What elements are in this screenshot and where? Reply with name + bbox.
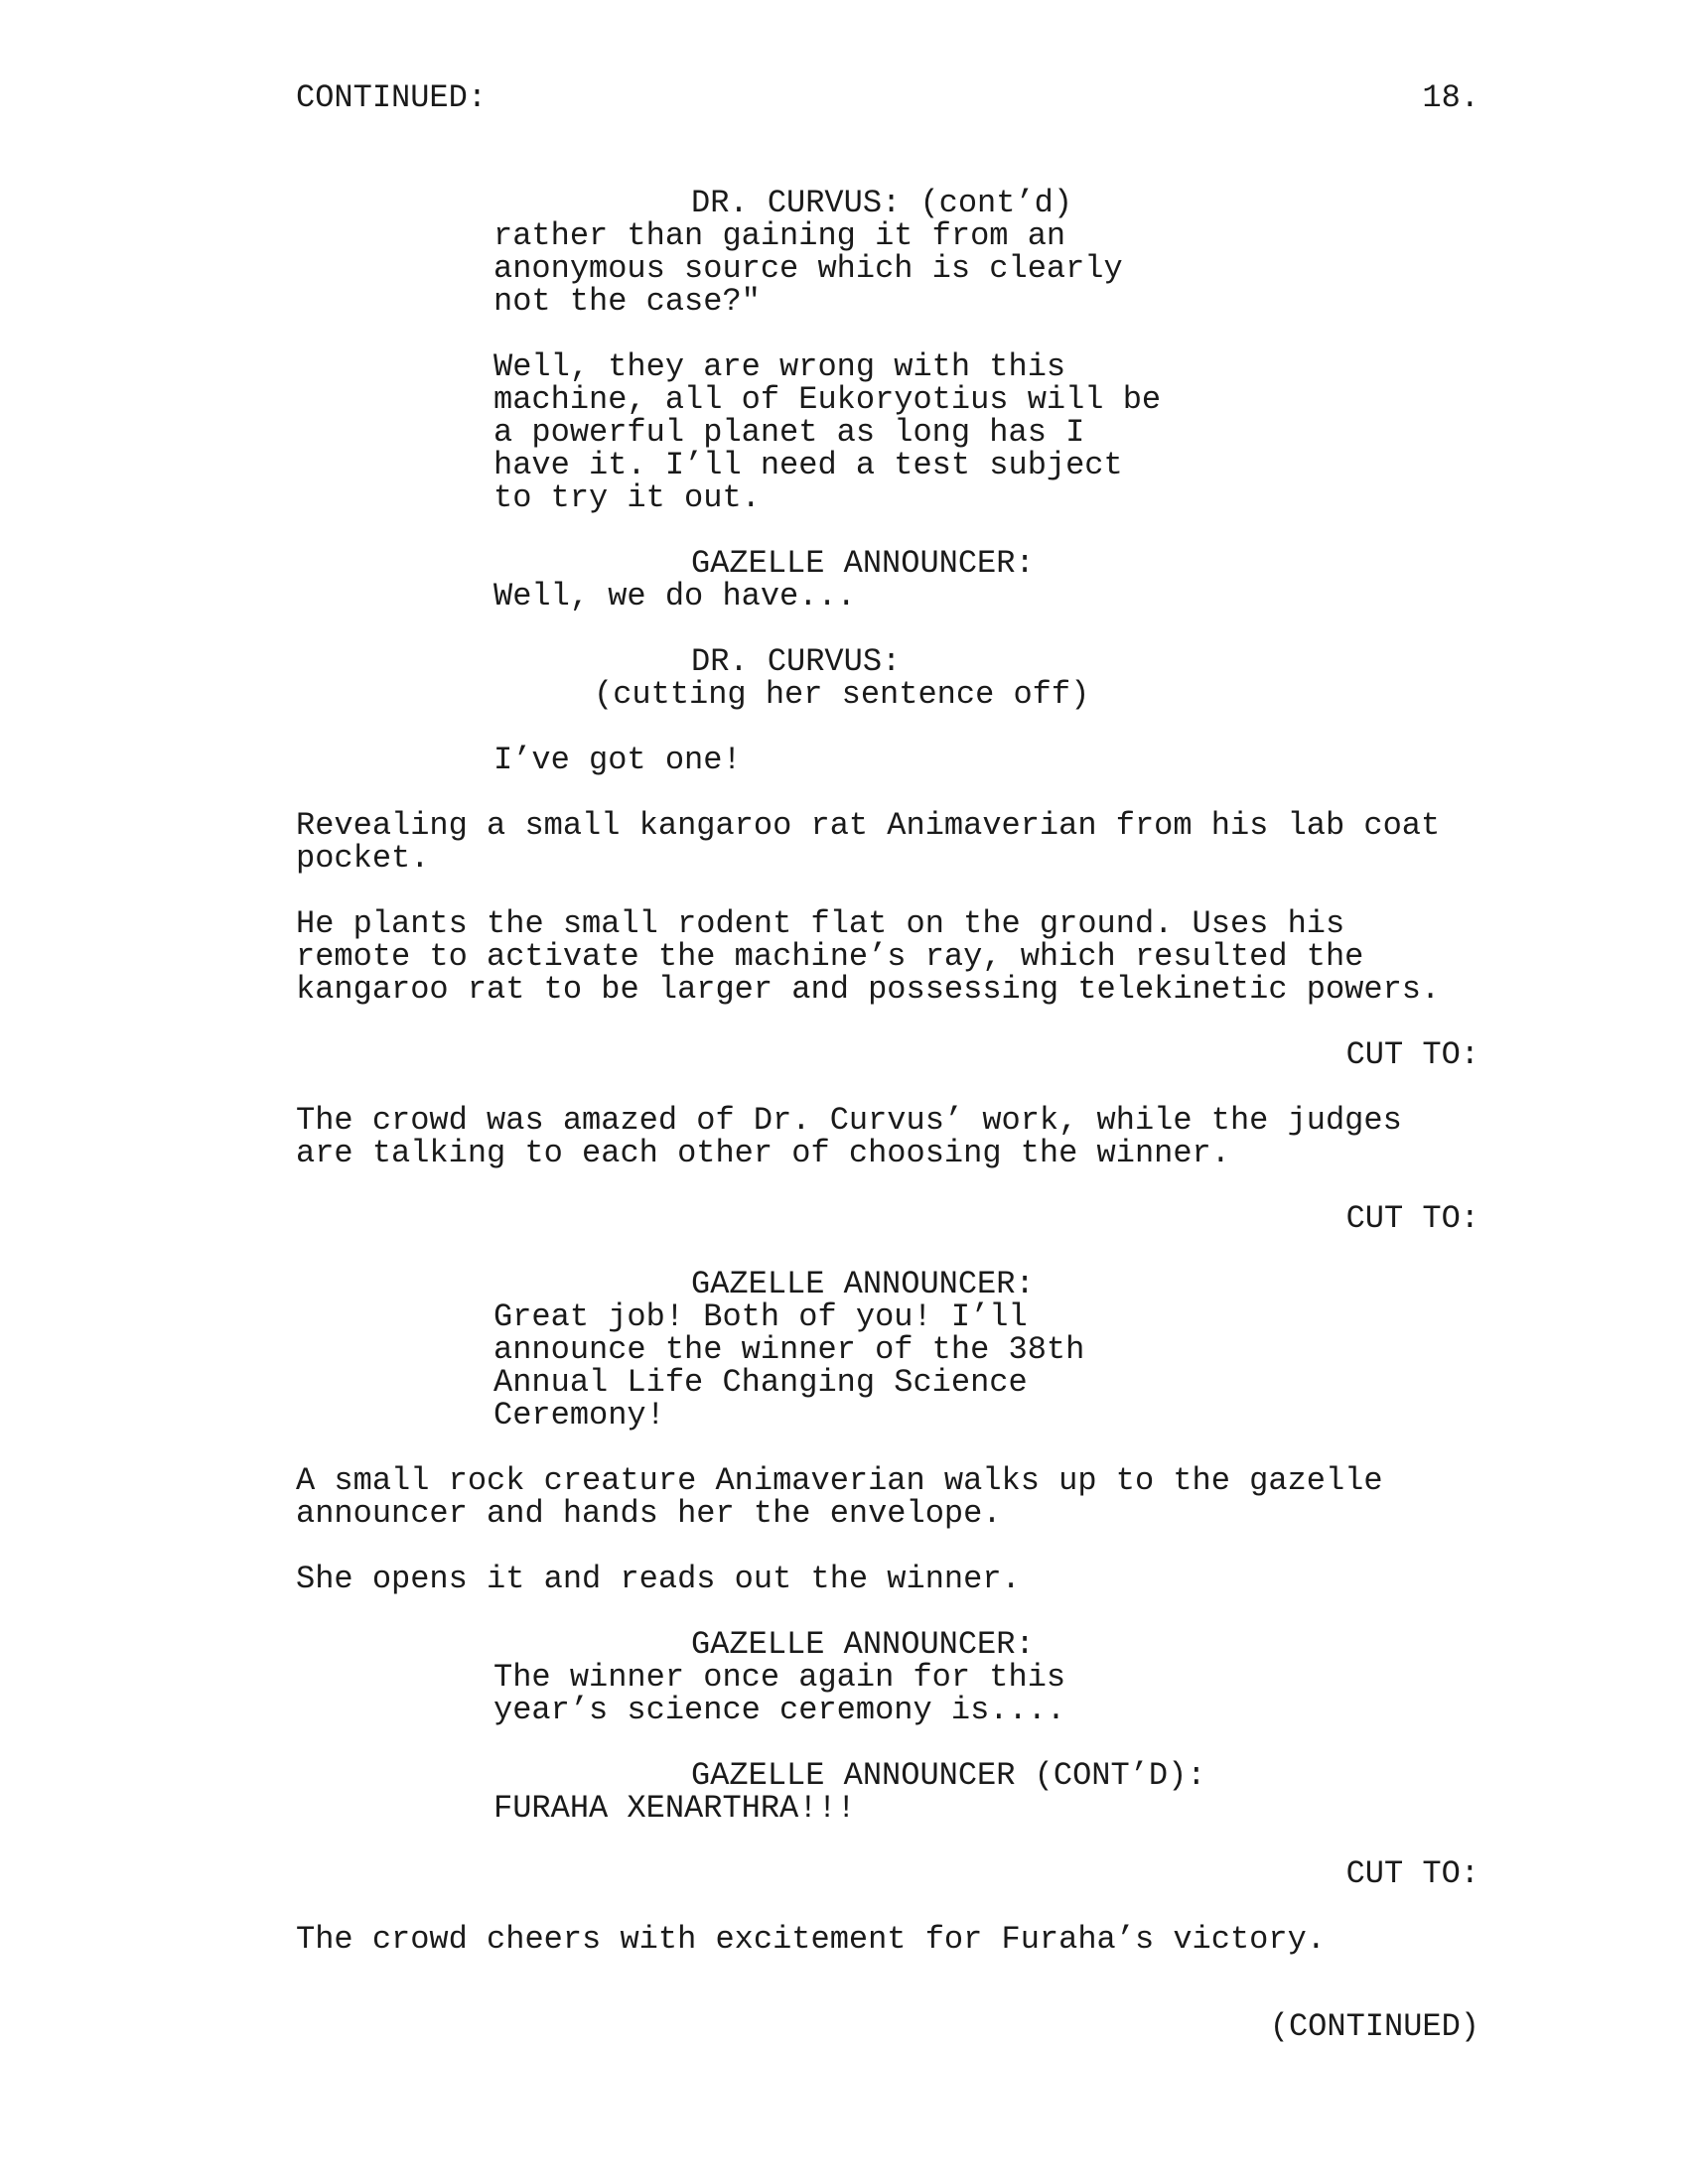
dialogue-line: to try it out. xyxy=(493,479,761,516)
dialogue-line: Great job! Both of you! I’ll xyxy=(493,1298,1028,1335)
dialogue-line: Annual Life Changing Science xyxy=(493,1364,1028,1401)
dialogue-line: Ceremony! xyxy=(493,1397,665,1433)
dialogue-line: I’ve got one! xyxy=(493,742,742,778)
action-line: He plants the small rodent flat on the ground. Uses his xyxy=(296,905,1345,942)
character-cue: GAZELLE ANNOUNCER: xyxy=(691,1266,1035,1302)
character-cue: DR. CURVUS: xyxy=(691,643,902,680)
page-number: 18. xyxy=(1422,79,1479,116)
dialogue-line: have it. I’ll need a test subject xyxy=(493,447,1123,483)
action-line: The crowd cheers with excitement for Furaha’s victory. xyxy=(296,1921,1326,1958)
character-cue: DR. CURVUS: (cont’d) xyxy=(691,185,1073,221)
transition: CUT TO: xyxy=(1345,1200,1479,1237)
dialogue-line: announce the winner of the 38th xyxy=(493,1331,1085,1368)
dialogue-line: FURAHA XENARTHRA!!! xyxy=(493,1790,856,1827)
footer-continued: (CONTINUED) xyxy=(1269,2008,1479,2045)
character-cue: GAZELLE ANNOUNCER: xyxy=(691,1626,1035,1663)
dialogue-line: rather than gaining it from an xyxy=(493,217,1066,254)
dialogue-line: machine, all of Eukoryotius will be xyxy=(493,381,1162,418)
action-line: are talking to each other of choosing the winner. xyxy=(296,1135,1230,1171)
action-line: remote to activate the machine’s ray, which resulted the xyxy=(296,938,1364,975)
action-line: pocket. xyxy=(296,840,430,877)
action-line: She opens it and reads out the winner. xyxy=(296,1561,1021,1597)
action-line: A small rock creature Animaverian walks up to the gazelle xyxy=(296,1462,1383,1499)
header-continued: CONTINUED: xyxy=(296,79,488,116)
action-line: kangaroo rat to be larger and possessing telekinetic powers. xyxy=(296,971,1441,1008)
dialogue-line: The winner once again for this xyxy=(493,1659,1066,1696)
action-line: announcer and hands her the envelope. xyxy=(296,1495,1002,1532)
transition: CUT TO: xyxy=(1345,1855,1479,1892)
dialogue-line: year’s science ceremony is.... xyxy=(493,1692,1066,1728)
character-cue: GAZELLE ANNOUNCER: xyxy=(691,545,1035,582)
parenthetical: (cutting her sentence off) xyxy=(594,676,1090,713)
dialogue-line: Well, we do have... xyxy=(493,578,856,614)
dialogue-line: a powerful planet as long has I xyxy=(493,414,1085,451)
dialogue-line: anonymous source which is clearly xyxy=(493,250,1123,287)
character-cue: GAZELLE ANNOUNCER (CONT’D): xyxy=(691,1757,1206,1794)
action-line: The crowd was amazed of Dr. Curvus’ work, while the judges xyxy=(296,1102,1402,1139)
dialogue-line: not the case?" xyxy=(493,283,761,320)
dialogue-line: Well, they are wrong with this xyxy=(493,348,1066,385)
action-line: Revealing a small kangaroo rat Animaverian from his lab coat xyxy=(296,807,1441,844)
transition: CUT TO: xyxy=(1345,1036,1479,1073)
